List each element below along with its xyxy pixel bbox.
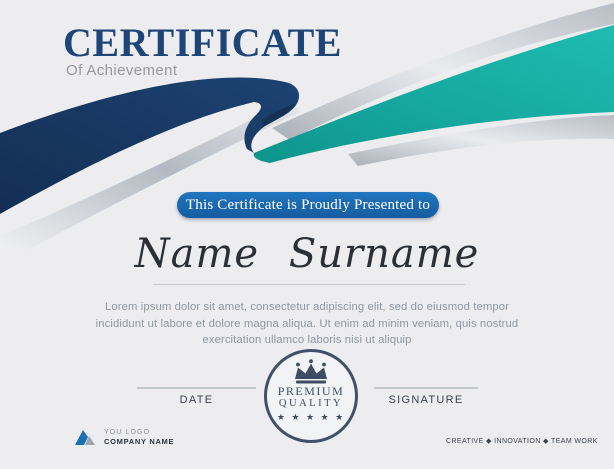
body-paragraph: Lorem ipsum dolor sit amet, consectetur adipiscing elit, sed do eiusmod tempor incididunt ut labore et dolore magna aliqua. Ut enim ad minim veniam, quis nostrud exercitation ullamco laboris nisi ut aliquip: [95, 301, 519, 346]
certificate-subtitle: Of Achievement: [66, 62, 178, 79]
date-line: [137, 387, 256, 389]
company-logo: [74, 429, 174, 446]
recipient-name: Name Surname: [134, 231, 480, 277]
badge-title: PREMIUM: [277, 384, 345, 398]
footer-tagline: CREATIVE ◆ INNOVATION ◆ TEAM WORK: [446, 438, 598, 445]
signature-line: [374, 387, 478, 389]
badge-subtitle: QUALITY: [278, 398, 344, 409]
logo-bottom-text: COMPANY NAME: [104, 437, 175, 446]
signature-label: SIGNATURE: [388, 394, 464, 406]
date-label: DATE: [179, 394, 214, 406]
mountain-logo-icon: [74, 429, 98, 446]
premium-quality-badge: [264, 349, 358, 443]
presentation-banner: [177, 192, 439, 218]
certificate-title: CERTIFICATE: [63, 20, 342, 65]
recipient-name-underline: [153, 284, 465, 285]
company-logo-text: [104, 429, 174, 446]
badge-stars: ★ ★ ★ ★ ★: [276, 412, 346, 422]
crown-icon: [291, 359, 331, 385]
logo-top-text: YOU LOGO: [104, 429, 151, 436]
presentation-banner-text: This Certificate is Proudly Presented to: [185, 196, 431, 213]
